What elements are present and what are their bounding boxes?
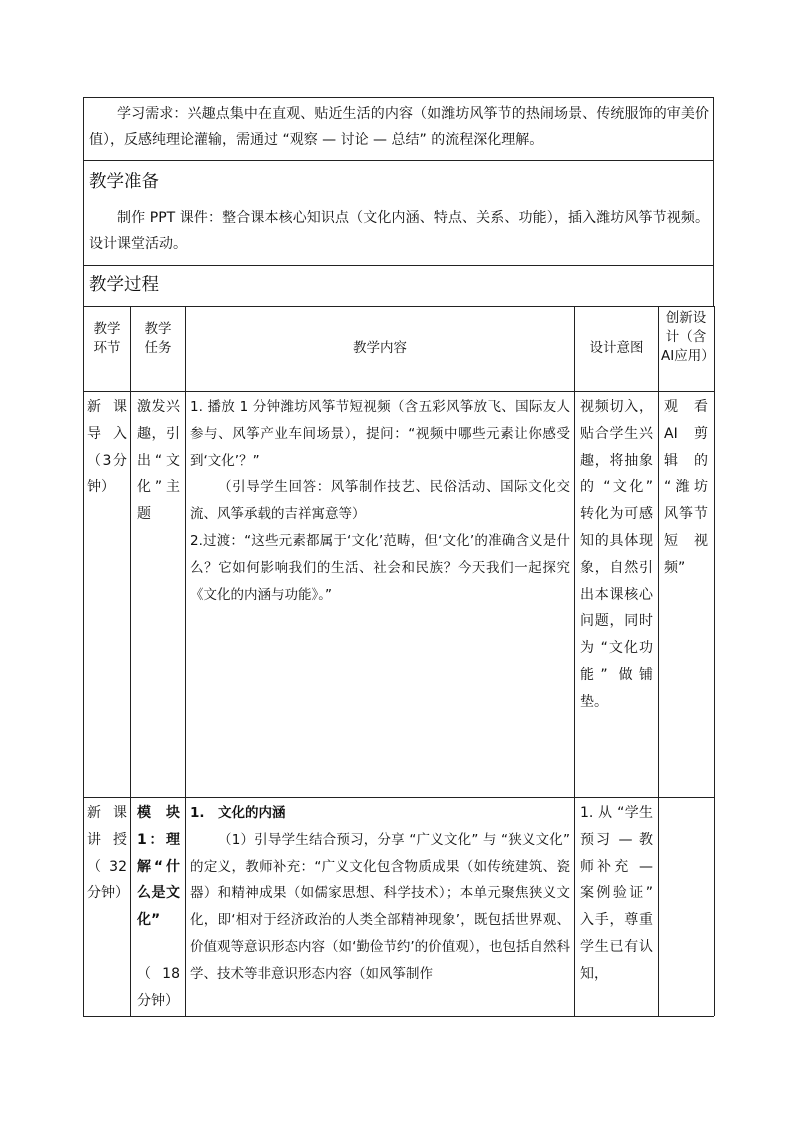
section-heading-prep: 教学准备 [89,172,159,192]
header-intent: 设计意图 [589,340,644,356]
divider [83,797,714,798]
prep-text: 制作 PPT 课件：整合课本核心知识点（文化内涵、特点、关系、功能），插入潍坊风筝节视频。设计课堂活动。 [89,210,709,252]
section-heading-process: 教学过程 [89,275,159,295]
task-lecture-duration: （18分钟） [137,966,180,1009]
task-intro: 激发兴趣，引出“文化”主题 [137,399,180,523]
content-paragraph: 2.过渡：“这些元素都属于‘文化’范畴，但‘文化’的准确含义是什么？它如何影响我们的生活、社会和民族？今天我们一起探究《文化的内涵与功能》。” [190,532,570,603]
content-intro [190,394,570,608]
header-innovation: 创新设计（含AI应用） [661,310,715,364]
innovation-intro: 观看 AI 剪辑的 “潍坊风筝节短视频” [664,399,708,576]
intent-lecture: 1. 从 “学生预习 — 教师补充 — 案例验证” 入手，尊重学生已有认知， [580,805,653,982]
table-vline [714,306,715,1016]
divider [83,306,714,307]
header-content: 教学内容 [353,340,407,356]
divider [83,391,714,392]
table-vline [574,306,575,1016]
content-paragraph: 1. 播放 1 分钟潍坊风筝节短视频（含五彩风筝放飞、国际友人参与、风筝产业车间场景），提问：“视频中哪些元素让你感受到‘文化’？” [190,399,570,469]
content-subheading: 1. 文化的内涵 [190,805,286,821]
table-vline [185,306,186,1016]
table-vline [658,306,659,1016]
table-vline [83,306,84,1016]
intent-intro: 视频切入，贴合学生兴趣，将抽象的 “文化” 转化为可感知的具体现象，自然引出本课核心问题，同时为 “文化功能” 做铺垫。 [580,399,653,710]
content-lecture [190,800,570,988]
table-border-bottom [83,1016,714,1017]
process-box [83,265,714,306]
stage-intro: 新课导入（3分钟） [87,399,127,496]
content-paragraph: （1）引导学生结合预习，分享 “广义文化” 与 “狭义文化” 的定义，教师补充：“广义文化包含物质成果（如传统建筑、瓷器）和精神成果（如儒家思想、科学技术）；本单元聚焦狭义文化，即‘相对于经济政治的人类全部精神现象’，既包括世界观、价值观等意识形态内容（如‘勤俭节约’的价值观），也包括自然科学、技术等非意识形态内容（如风筝制作 [190,831,570,982]
header-stage: 教学环节 [93,321,121,356]
table-vline [130,306,131,1016]
task-lecture-module: 模块1：理解“什么是文化” [137,805,180,929]
content-paragraph: （引导学生回答：风筝制作技艺、民俗活动、国际文化交流、风筝承载的吉祥寓意等） [190,479,570,523]
learning-needs-text: 学习需求：兴趣点集中在直观、贴近生活的内容（如潍坊风筝节的热闹场景、传统服饰的审美价值），反感纯理论灌输，需通过 “观察 — 讨论 — 总结” 的流程深化理解。 [89,106,709,148]
header-task: 教学任务 [144,321,172,356]
stage-lecture: 新课讲授（32分钟） [87,805,129,902]
